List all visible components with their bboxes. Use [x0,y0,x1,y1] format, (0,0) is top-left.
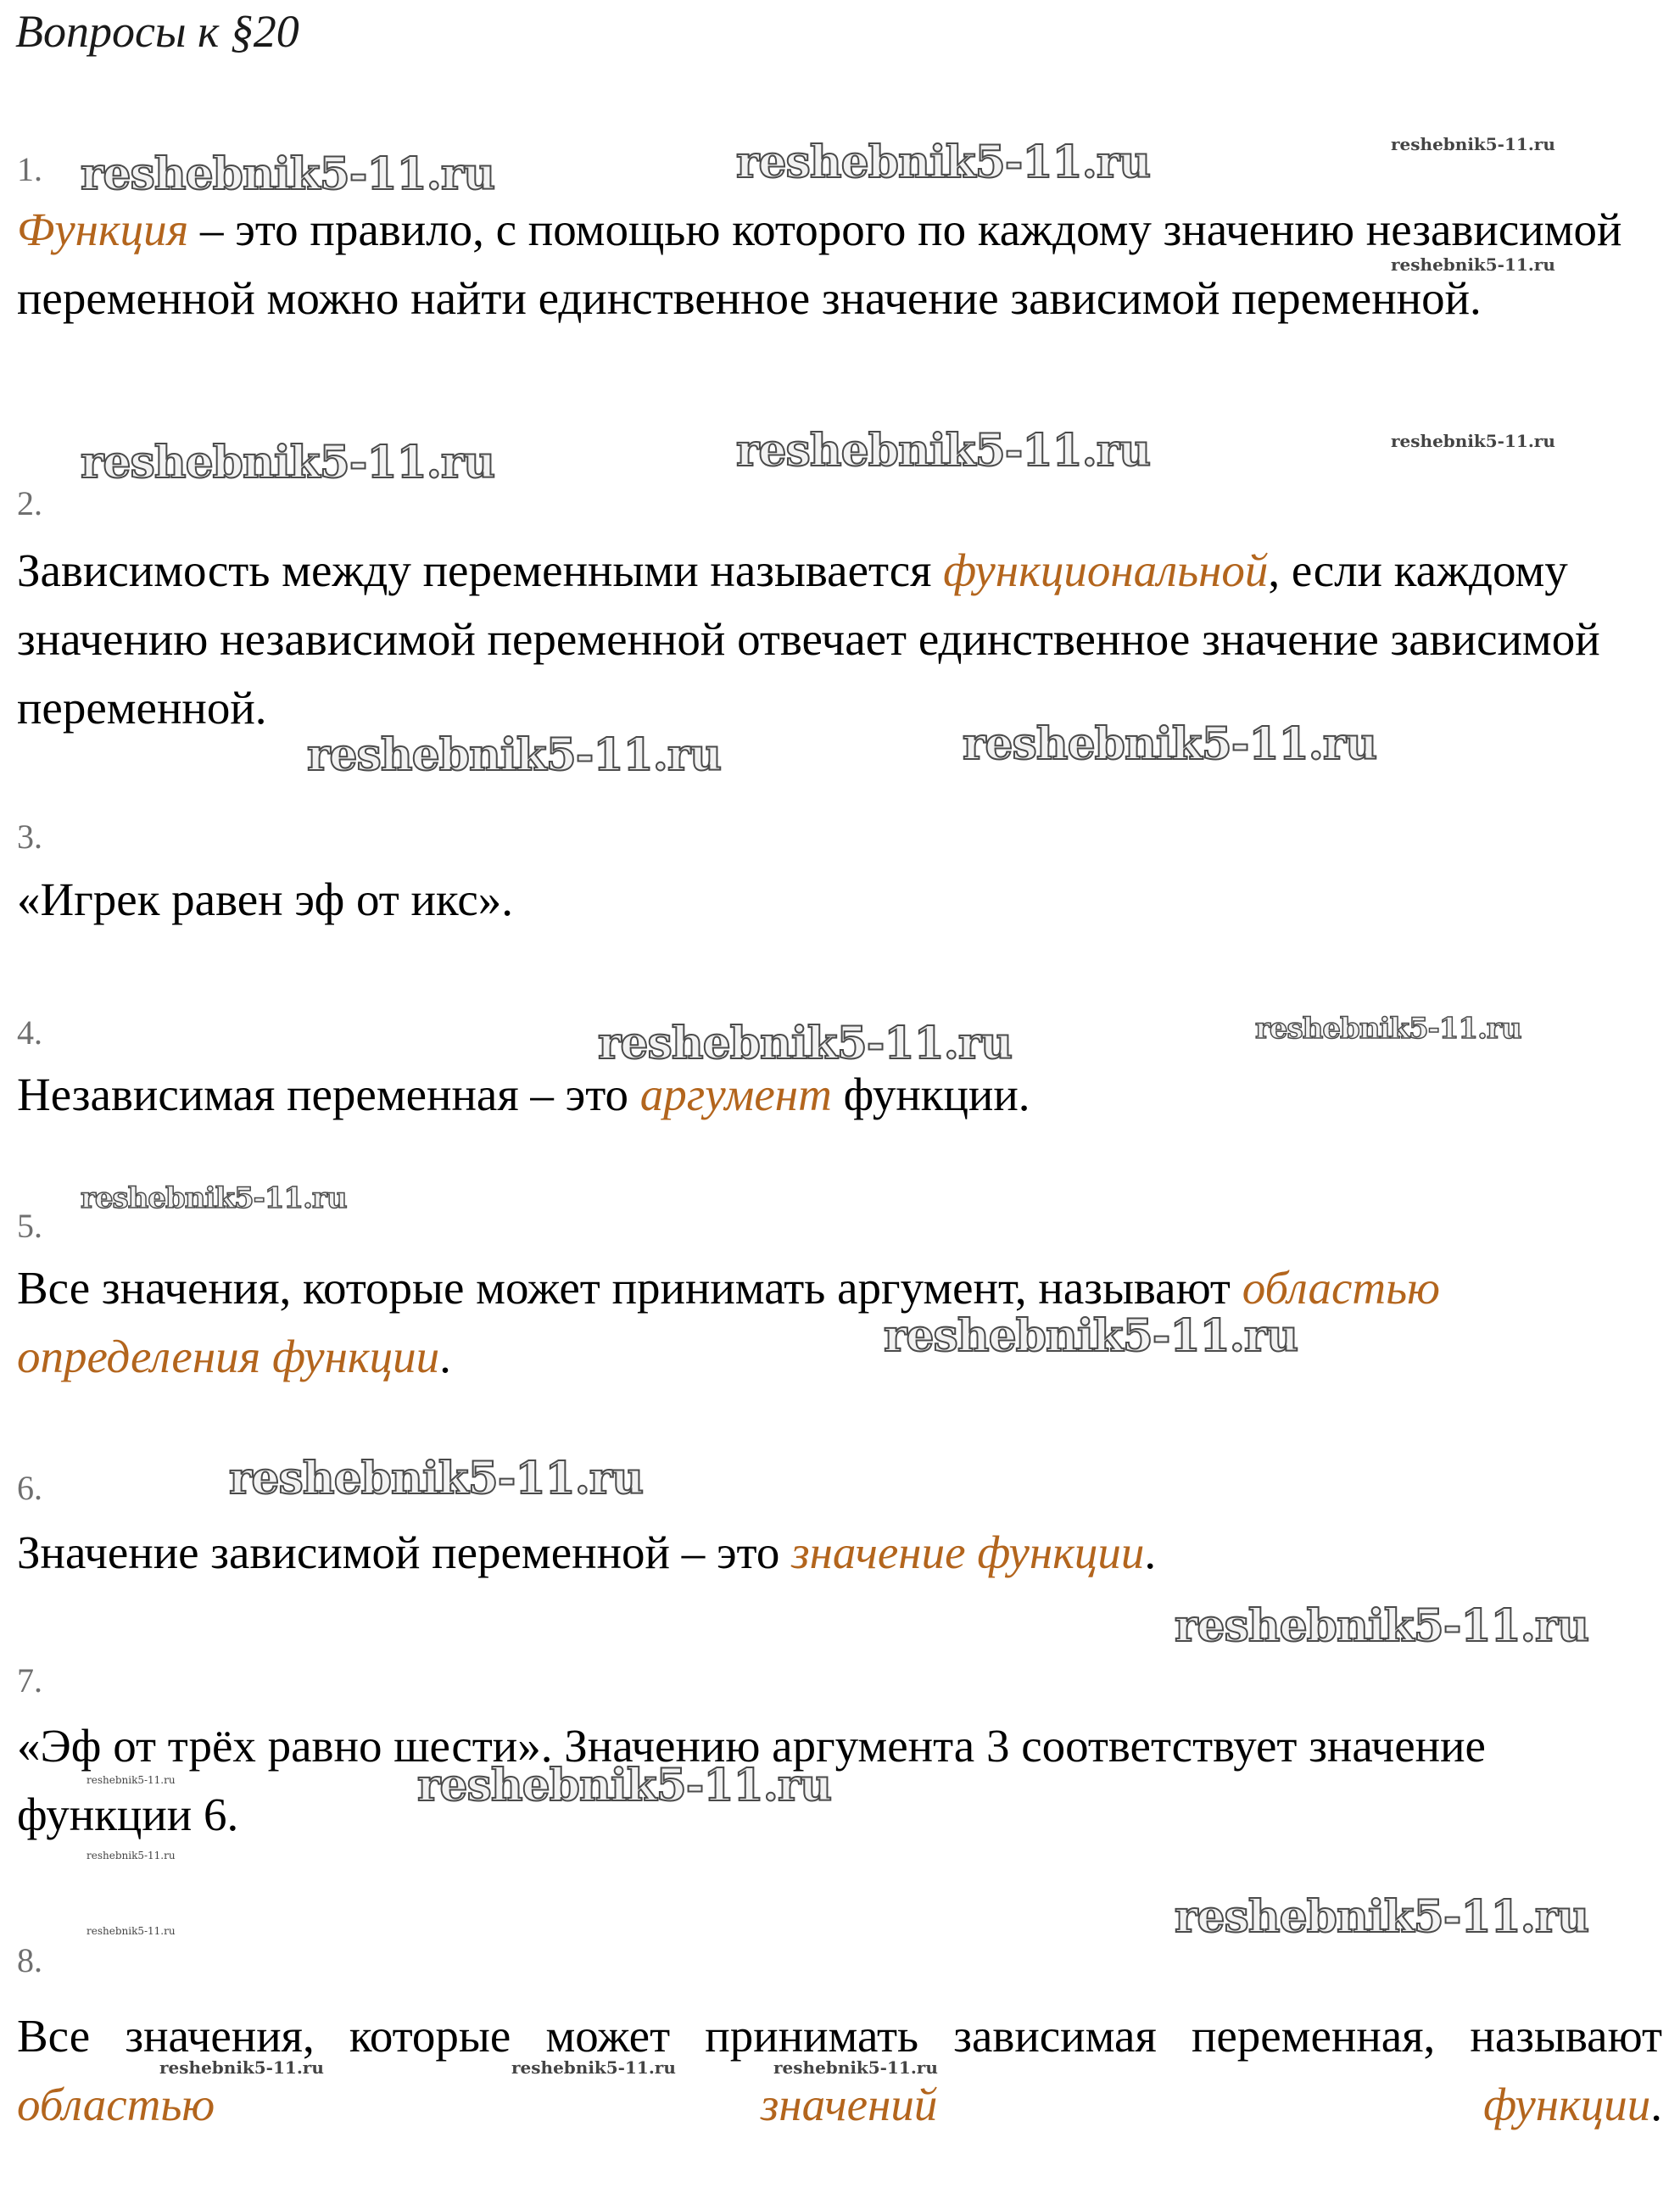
term-function-value: значение функции [791,1526,1145,1578]
watermark: reshebnik5-11.ru [81,1181,347,1215]
watermark: reshebnik5-11.ru [1391,431,1555,451]
answer-3: «Игрек равен эф от икс». [17,873,513,925]
answer-7: «Эф от трёх равно шести». Значению аргумента 3 соответствует значение функции 6. [17,1720,1486,1840]
watermark: reshebnik5-11.ru [229,1453,644,1504]
watermark: reshebnik5-11.ru [1255,1012,1521,1046]
term-range: областью значений функции [17,2079,1651,2130]
watermark: reshebnik5-11.ru [736,137,1151,188]
watermark: reshebnik5-11.ru [963,718,1377,770]
question-number-5: 5. [17,1207,42,1245]
watermark: reshebnik5-11.ru [598,1018,1013,1069]
term-domain: областью определения функции [17,1262,1440,1382]
answer-1: Функция – это правило, с помощью которого по каждому значению независимой переменной можно найти единственное значение зависимой переменной. [17,204,1622,324]
term-function: Функция [17,204,189,255]
answer-6: Значение зависимой переменной – это значение функции. [17,1526,1157,1578]
question-number-6: 6. [17,1469,42,1507]
watermark: reshebnik5-11.ru [736,425,1151,477]
watermark: reshebnik5-11.ru [1175,1891,1589,1943]
answer-8: Все значения, которые может принимать зависимая переменная, называют областью значений функции. [17,2010,1662,2130]
watermark: reshebnik5-11.ru [81,437,495,488]
watermark: reshebnik5-11.ru [1391,134,1555,154]
watermark: reshebnik5-11.ru [87,1925,176,1937]
question-number-4: 4. [17,1013,42,1052]
answer-4: Независимая переменная – это аргумент функции. [17,1069,1030,1120]
question-number-2: 2. [17,484,42,522]
watermark: reshebnik5-11.ru [87,1774,176,1786]
watermark: reshebnik5-11.ru [81,148,495,200]
watermark: reshebnik5-11.ru [417,1760,832,1811]
question-number-1: 1. [17,150,42,188]
watermark: reshebnik5-11.ru [87,1850,176,1861]
watermark: reshebnik5-11.ru [511,2057,676,2078]
page-title: Вопросы к §20 [15,6,299,57]
question-number-3: 3. [17,818,42,856]
watermark: reshebnik5-11.ru [1175,1600,1589,1652]
watermark: reshebnik5-11.ru [159,2057,324,2078]
term-functional: функциональной [943,544,1269,596]
answer-2: Зависимость между переменными называется функциональной, если каждому значению независимой переменной отвечает единственное значение зависимой переменной. [17,544,1600,734]
answer-5: Все значения, которые может принимать аргумент, называют областью определения функции. [17,1262,1440,1382]
watermark: reshebnik5-11.ru [307,729,722,781]
term-argument: аргумент [639,1069,832,1120]
question-number-7: 7. [17,1661,42,1699]
watermark: reshebnik5-11.ru [1391,254,1555,275]
watermark: reshebnik5-11.ru [773,2057,938,2078]
question-number-8: 8. [17,1941,42,1979]
watermark: reshebnik5-11.ru [884,1310,1298,1362]
